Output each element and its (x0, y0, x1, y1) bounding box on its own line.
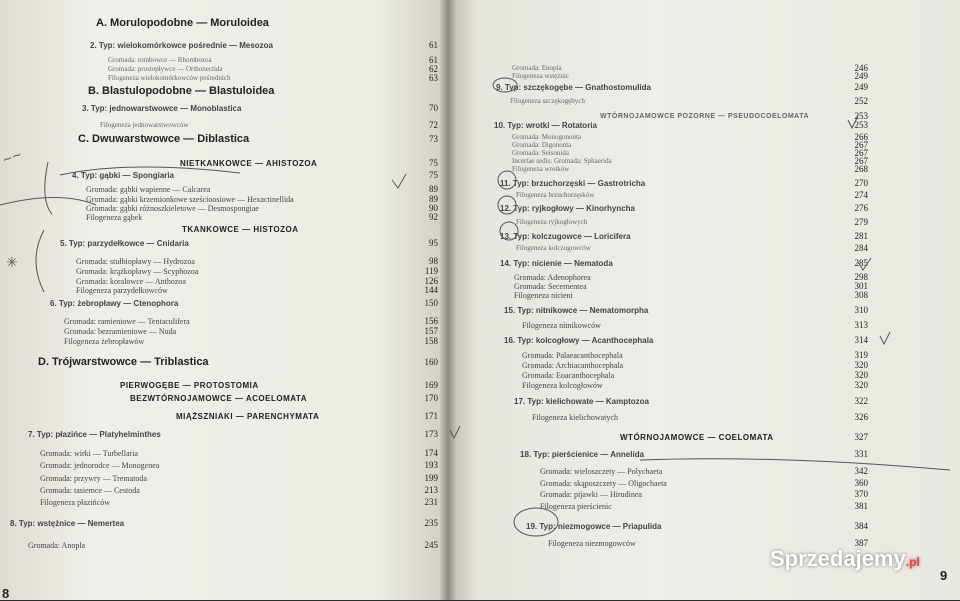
right-toc-page-number: 279 (854, 217, 868, 227)
right-toc-entry: Filogeneza ryjkogłowych (516, 218, 588, 226)
left-toc-entry: NIETKANKOWCE — AHISTOZOA (180, 159, 318, 168)
right-toc-entry: 17. Typ: kielichowate — Kamptozoa (514, 397, 649, 406)
right-toc-page-number: 270 (854, 178, 868, 188)
left-toc-page-number: 75 (429, 170, 438, 180)
right-toc-page-number: 267 (854, 140, 868, 150)
right-toc-entry: Gromada: skąposzczety — Oligochaeta (540, 479, 667, 488)
left-toc-entry: 7. Typ: płazińce — Platyhelminthes (28, 430, 161, 439)
left-toc-page-number: 89 (429, 184, 438, 194)
right-toc-page-number: 384 (854, 521, 868, 531)
right-toc-page-number: 370 (854, 489, 868, 499)
left-toc-page-number: 95 (429, 238, 438, 248)
right-page-number: 9 (940, 568, 948, 583)
right-toc-entry: Gromada: Enopla (512, 64, 562, 72)
right-toc-page-number: 249 (854, 71, 868, 81)
left-toc-entry: Gromada: gąbki krzemionkowe sześcioosiowe — Hexactinellida (86, 195, 294, 204)
left-toc-entry: 6. Typ: żebropławy — Ctenophora (50, 299, 179, 308)
left-toc-entry: Gromada: rombowce — Rhombozoa (108, 56, 212, 64)
left-toc-page-number: 231 (424, 497, 438, 507)
left-toc-entry: B. Blastulopodobne — Blastuloidea (88, 85, 275, 97)
right-toc-page-number: 274 (854, 190, 868, 200)
left-toc-entry: Gromada: gąbki różnoszkieletowe — Desmospongiae (86, 204, 259, 213)
left-toc-entry: Filogeneza płazińców (40, 498, 110, 507)
left-toc-entry: Filogeneza żebropławów (64, 337, 145, 346)
right-toc-entry: Gromada: Seisonida (512, 149, 569, 157)
right-toc-entry: 18. Typ: pierścienice — Annelida (520, 450, 645, 459)
left-toc-entry: Filogeneza parzydełkowców (76, 286, 168, 295)
left-toc-entry: Gromada: koralowce — Anthozoa (76, 277, 186, 286)
left-toc-entry: Gromada: jednorodce — Monogenea (40, 461, 160, 470)
right-toc-page-number: 381 (854, 501, 868, 511)
right-toc-page-number: 285 (854, 258, 868, 268)
right-toc-page-number: 249 (854, 82, 868, 92)
right-toc-entry: Gromada: Eoacanthocephala (522, 371, 615, 380)
right-toc-page-number: 327 (854, 432, 868, 442)
watermark-suffix: .pl (905, 555, 920, 569)
right-toc-entry: 11. Typ: brzuchorzęski — Gastrotricha (500, 179, 646, 188)
left-toc-page-number: 126 (424, 276, 438, 286)
left-toc-entry: TKANKOWCE — HISTOZOA (182, 225, 299, 234)
left-toc-entry: Gromada: bezramieniowe — Nuda (64, 327, 177, 336)
right-toc-entry: 9. Typ: szczękogębe — Gnathostomulida (496, 83, 651, 92)
left-toc-page-number: 75 (429, 158, 438, 168)
right-toc-entry: Filogeneza kolczugowców (516, 244, 591, 252)
left-toc-page-number: 150 (424, 298, 438, 308)
left-toc-page-number: 199 (424, 473, 438, 483)
left-toc-page-number: 245 (424, 540, 438, 550)
left-toc-page-number: 92 (429, 212, 438, 222)
left-toc-entry: Gromada: krążkopławy — Scyphozoa (76, 267, 199, 276)
left-toc-page-number: 63 (429, 73, 438, 83)
right-toc-entry: 15. Typ: nitnikowce — Nematomorpha (504, 306, 649, 315)
right-toc-entry: 13. Typ: kolczugowce — Loricifera (500, 232, 631, 241)
right-toc-entry: Gromada: Secernentea (514, 282, 587, 291)
right-toc-page-number: 253 (854, 120, 868, 130)
right-toc-page-number: 276 (854, 203, 868, 213)
left-toc-entry: 4. Typ: gąbki — Spongiaria (72, 171, 175, 180)
right-toc-page-number: 268 (854, 164, 868, 174)
left-toc-entry: Filogeneza jednowarstwowców (100, 121, 189, 129)
right-toc-page-number: 310 (854, 305, 868, 315)
right-toc-page-number: 313 (854, 320, 868, 330)
watermark-logo (770, 546, 920, 572)
left-toc-page-number: 90 (429, 203, 438, 213)
left-toc-page-number: 169 (424, 380, 438, 390)
right-toc-page-number: 387 (854, 538, 868, 548)
left-toc-page-number: 61 (429, 55, 438, 65)
left-toc-page-number: 98 (429, 256, 438, 266)
left-toc-entry: Gromada: przywry — Trematoda (40, 474, 147, 483)
right-toc-entry: Gromada: Digononta (512, 141, 572, 149)
right-toc-page-number: 266 (854, 132, 868, 142)
right-toc-page-number: 326 (854, 412, 868, 422)
left-toc-entry: Gromada: stułbiopławy — Hydrozoa (76, 257, 195, 266)
right-toc-entry: Filogeneza brzuchorzęsków (516, 191, 595, 199)
left-toc-entry: Gromada: Anopla (28, 541, 86, 550)
right-toc-page-number: 284 (854, 243, 868, 253)
pencil-star-icon: ✳ (6, 255, 18, 271)
left-toc-entry: Gromada: wirki — Turbellaria (40, 449, 138, 458)
left-toc-entry: MIĄŻSZNIAKI — PARENCHYMATA (176, 412, 320, 421)
right-toc-page-number: 314 (854, 335, 868, 345)
right-toc-page-number: 320 (854, 380, 868, 390)
left-toc-page-number: 72 (429, 120, 438, 130)
right-toc-entry: Gromada: Monogononta (512, 133, 582, 141)
left-toc-page-number: 156 (424, 316, 438, 326)
left-toc-entry: Gromada: ramieniowe — Tentaculifera (64, 317, 190, 326)
right-toc-page-number: 322 (854, 396, 868, 406)
right-toc-page-number: 308 (854, 290, 868, 300)
right-toc-entry: Filogeneza kolcogłowów (522, 381, 603, 390)
right-toc-entry: Filogeneza nicieni (514, 291, 573, 300)
right-toc-page-number: 320 (854, 370, 868, 380)
right-toc-entry: 12. Typ: ryjkogłowy — Kinorhyncha (500, 204, 635, 213)
right-toc-entry: Filogeneza pierścienic (540, 502, 612, 511)
right-toc-entry: Gromada: Archiacanthocephala (522, 361, 624, 370)
right-toc-entry: 16. Typ: kolcogłowy — Acanthocephala (504, 336, 654, 345)
right-toc-entry: Gromada: Palaeacanthocephala (522, 351, 623, 360)
right-toc-page-number: 301 (854, 281, 868, 291)
left-toc-page-number: 73 (429, 134, 438, 144)
right-toc-page-number: 298 (854, 272, 868, 282)
left-toc-page-number: 157 (424, 326, 438, 336)
right-toc-page-number: 331 (854, 449, 868, 459)
right-toc-page-number: 267 (854, 148, 868, 158)
left-toc-page-number: 119 (424, 266, 438, 276)
left-page-number: 8 (2, 586, 10, 601)
left-toc-page-number: 89 (429, 194, 438, 204)
left-toc-entry: Gromada: prostopływce — Orthonectida (108, 65, 223, 73)
left-toc-page-number: 158 (424, 336, 438, 346)
right-toc-page-number: 253 (854, 111, 868, 121)
left-toc-entry: D. Trójwarstwowce — Triblastica (38, 356, 209, 368)
right-toc-entry: 10. Typ: wrotki — Rotatoria (494, 121, 597, 130)
right-toc-entry: Filogeneza niezmogowców (548, 539, 636, 548)
right-toc-entry: Filogeneza kielichowatych (532, 413, 618, 422)
right-toc-page-number: 252 (854, 96, 868, 106)
right-toc-entry: Filogeneza nitnikowców (522, 321, 601, 330)
right-toc-page-number: 320 (854, 360, 868, 370)
left-toc-entry: Filogeneza wielokomórkowców pośrednich (108, 74, 231, 82)
right-toc-entry: Gromada: pijawki — Hirudinea (540, 490, 642, 499)
right-toc-entry: WTÓRNOJAMOWCE — COELOMATA (620, 433, 774, 442)
left-toc-page-number: 171 (424, 411, 438, 421)
watermark-text: Sprzedajemy (770, 546, 906, 571)
right-toc-page-number: 319 (854, 350, 868, 360)
right-toc-page-number: 342 (854, 466, 868, 476)
right-toc-page-number: 281 (854, 231, 868, 241)
left-toc-page-number: 62 (429, 64, 438, 74)
left-toc-page-number: 160 (424, 357, 438, 367)
right-toc-entry: WTÓRNOJAMOWCE POZORNE — PSEUDOCOELOMATA (600, 113, 810, 120)
left-toc-page-number: 213 (424, 485, 438, 495)
right-toc-entry: Filogeneza wstężnic (512, 72, 569, 80)
pencil-scribble: ~~ (0, 146, 24, 168)
right-toc-entry: Filogeneza szczękogębych (510, 97, 585, 105)
left-toc-entry: 2. Typ: wielokomórkowce pośrednie — Mesozoa (90, 41, 274, 50)
right-toc-entry: Incertae sedis: Gromada: Sphaerida (512, 157, 612, 165)
right-toc-entry: 19. Typ: niezmogowce — Priapulida (526, 522, 662, 531)
left-toc-page-number: 61 (429, 40, 438, 50)
left-toc-entry: 3. Typ: jednowarstwowce — Monoblastica (82, 104, 242, 113)
left-toc-page-number: 235 (424, 518, 438, 528)
right-toc-entry: Gromada: Adenophorea (514, 273, 591, 282)
left-toc-entry: C. Dwuwarstwowce — Diblastica (78, 133, 250, 145)
left-toc-entry: 8. Typ: wstężnice — Nemertea (10, 519, 125, 528)
right-toc-page-number: 267 (854, 156, 868, 166)
left-toc-entry: A. Morulopodobne — Moruloidea (96, 17, 269, 29)
left-toc-entry: Gromada: gąbki wapienne — Calcarea (86, 185, 211, 194)
left-toc-entry: BEZWTÓRNOJAMOWCE — ACOELOMATA (130, 394, 308, 403)
left-toc-page-number: 173 (424, 429, 438, 439)
right-toc-entry: 14. Typ: nicienie — Nematoda (500, 259, 613, 268)
left-toc-entry: PIERWOGĘBE — PROTOSTOMIA (120, 381, 259, 390)
book-gutter (440, 0, 456, 600)
right-toc-entry: Gromada: wieloszczety — Polychaeta (540, 467, 663, 476)
left-toc-entry: Filogeneza gąbek (86, 213, 143, 222)
left-toc-entry: 5. Typ: parzydełkowce — Cnidaria (60, 239, 189, 248)
left-toc-entry: Gromada: tasiemce — Cestoda (40, 486, 140, 495)
left-toc-page-number: 193 (424, 460, 438, 470)
left-toc-page-number: 170 (424, 393, 438, 403)
right-toc-page-number: 360 (854, 478, 868, 488)
right-toc-page-number: 246 (854, 63, 868, 73)
left-toc-page-number: 70 (429, 103, 438, 113)
left-toc-page-number: 144 (424, 285, 438, 295)
right-toc-entry: Filogeneza wrotków (512, 165, 570, 173)
left-toc-page-number: 174 (424, 448, 438, 458)
